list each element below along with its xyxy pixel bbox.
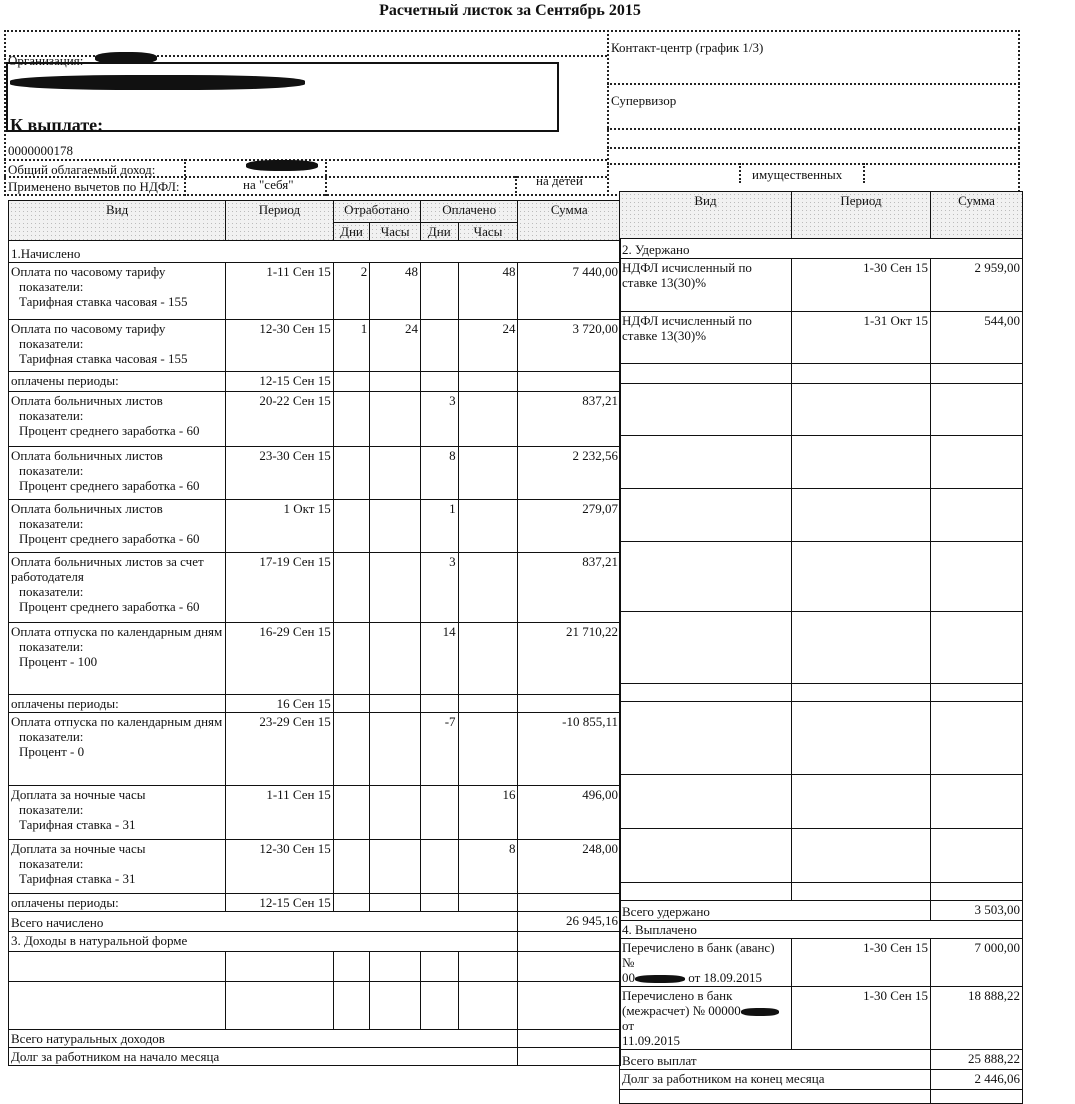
row-worked-hours: 24 — [370, 320, 421, 372]
row-kind: Перечислено в банк (аванс) № — [622, 940, 775, 970]
col-worked: Отработано — [333, 201, 420, 223]
paid-total-label: Всего выплат — [620, 1050, 931, 1070]
header-line — [325, 159, 327, 196]
row-kind: Доплата за ночные часы — [11, 841, 146, 856]
row-sum: 248,00 — [518, 840, 621, 894]
row-sum: 544,00 — [931, 312, 1023, 364]
header-divider — [607, 30, 609, 196]
withheld-total-label: Всего удержано — [620, 901, 931, 921]
row-sub: показатели: — [19, 856, 84, 871]
row-sub: показатели: — [19, 584, 84, 599]
row-period: 16-29 Сен 15 — [226, 623, 334, 695]
row-sum: 7 000,00 — [931, 939, 1023, 987]
accrued-total: 26 945,16 — [518, 912, 621, 932]
row-period: 1-30 Сен 15 — [792, 939, 931, 987]
table-row — [9, 713, 621, 786]
header-line — [607, 83, 1020, 85]
col-kind-right: Вид — [620, 192, 792, 239]
withheld-total: 3 503,00 — [931, 901, 1023, 921]
in-kind-total-label: Всего натуральных доходов — [9, 1030, 518, 1048]
row-sum: 279,07 — [518, 500, 621, 553]
row-kind: НДФЛ исчисленный по ставке 13(30)% — [620, 259, 792, 312]
table-row — [9, 447, 621, 500]
col-worked-hours: Часы — [370, 223, 421, 241]
col-worked-days: Дни — [333, 223, 370, 241]
row-sub: показатели: — [19, 336, 84, 351]
table-row — [620, 987, 1023, 1050]
withheld-total-row — [620, 901, 1023, 921]
row-kind-date: от 18.09.2015 — [688, 970, 763, 985]
row-period: 12-15 Сен 15 — [226, 894, 334, 912]
row-sum: 837,21 — [518, 392, 621, 447]
row-sub: показатели: — [19, 279, 84, 294]
deduction-children: на детей — [536, 173, 583, 188]
row-period: 1-11 Сен 15 — [226, 786, 334, 840]
row-worked-days: 2 — [333, 263, 370, 320]
document-title: Расчетный листок за Сентябрь 2015 — [379, 2, 641, 19]
row-paid-hours: 24 — [458, 320, 518, 372]
row-sub: показатели: — [19, 516, 84, 531]
row-sub: Процент среднего заработка - 60 — [19, 478, 200, 493]
row-paid-days: 3 — [421, 553, 459, 623]
row-sub: Тарифная ставка часовая - 155 — [19, 294, 188, 309]
row-period: 1-11 Сен 15 — [226, 263, 334, 320]
col-paid-days: Дни — [421, 223, 459, 241]
debt-end-label: Долг за работником на конец месяца — [620, 1070, 931, 1090]
row-kind: Оплата по часовому тарифу — [11, 321, 166, 336]
row-sum: -10 855,11 — [518, 713, 621, 786]
row-sub: показатели: — [19, 463, 84, 478]
position: Супервизор — [611, 93, 677, 108]
section-withheld-title: 2. Удержано — [620, 239, 1023, 259]
redacted-taxable-income — [246, 160, 318, 171]
table-row — [9, 982, 621, 1030]
row-sum: 18 888,22 — [931, 987, 1023, 1050]
row-sub: показатели: — [19, 802, 84, 817]
employee-number: 0000000178 — [8, 143, 73, 158]
table-row — [620, 312, 1023, 364]
row-sum: 7 440,00 — [518, 263, 621, 320]
table-row — [9, 372, 621, 392]
row-sub: Тарифная ставка - 31 — [19, 817, 136, 832]
row-kind-number: (межрасчет) № 00000 — [622, 1003, 741, 1018]
row-paid-hours: 48 — [458, 263, 518, 320]
row-period: 1 Окт 15 — [226, 500, 334, 553]
row-sub: показатели: — [19, 729, 84, 744]
row-paid-days: 1 — [421, 500, 459, 553]
row-kind: Перечислено в банк — [622, 988, 733, 1003]
redacted-number — [635, 975, 685, 983]
debt-end: 2 446,06 — [931, 1070, 1023, 1090]
section-accrued-title: 1.Начислено — [9, 241, 621, 263]
col-paid: Оплачено — [421, 201, 518, 223]
redacted-number — [741, 1008, 779, 1016]
row-period: 23-29 Сен 15 — [226, 713, 334, 786]
table-row — [620, 259, 1023, 312]
row-kind: Оплата больничных листов — [11, 501, 163, 516]
row-sub: Тарифная ставка - 31 — [19, 871, 136, 886]
col-paid-hours: Часы — [458, 223, 518, 241]
row-period: 12-30 Сен 15 — [226, 320, 334, 372]
table-row — [9, 320, 621, 372]
table-row — [9, 392, 621, 447]
table-row — [9, 840, 621, 894]
row-kind: оплачены периоды: — [9, 372, 226, 392]
header-line — [863, 163, 865, 183]
table-row — [9, 263, 621, 320]
row-sub: показатели: — [19, 408, 84, 423]
col-sum-right: Сумма — [931, 192, 1023, 239]
row-paid-hours: 8 — [458, 840, 518, 894]
row-period: 17-19 Сен 15 — [226, 553, 334, 623]
taxable-income-label: Общий облагаемый доход: — [8, 162, 156, 177]
accrued-total-row — [9, 912, 621, 932]
col-period-right: Период — [792, 192, 931, 239]
row-paid-days: 8 — [421, 447, 459, 500]
table-row — [620, 939, 1023, 987]
row-worked-days: 1 — [333, 320, 370, 372]
row-paid-days — [421, 320, 459, 372]
header-line — [739, 163, 741, 183]
department: Контакт-центр (график 1/3) — [611, 40, 764, 55]
row-kind: НДФЛ исчисленный по ставке 13(30)% — [620, 312, 792, 364]
section-paid-title: 4. Выплачено — [620, 921, 1023, 939]
row-period: 1-30 Сен 15 — [792, 987, 931, 1050]
to-pay-label: К выплате: — [10, 115, 104, 135]
debt-end-row — [620, 1070, 1023, 1090]
section-in-kind-title: 3. Доходы в натуральной форме — [9, 932, 518, 952]
header-line — [607, 128, 1020, 130]
row-sum: 21 710,22 — [518, 623, 621, 695]
deduction-property: имущественных — [752, 167, 843, 182]
row-period: 20-22 Сен 15 — [226, 392, 334, 447]
row-paid-days: 3 — [421, 392, 459, 447]
row-paid-days: 14 — [421, 623, 459, 695]
deduction-self: на "себя" — [243, 177, 294, 192]
row-kind: оплачены периоды: — [9, 695, 226, 713]
withheld-table — [619, 191, 1023, 1104]
row-sub: Процент - 100 — [19, 654, 98, 669]
table-row — [9, 894, 621, 912]
row-sub: Тарифная ставка часовая - 155 — [19, 351, 188, 366]
row-period: 1-31 Окт 15 — [792, 312, 931, 364]
row-kind-from: от — [622, 1018, 635, 1033]
row-sub: Процент среднего заработка - 60 — [19, 599, 200, 614]
row-period: 12-30 Сен 15 — [226, 840, 334, 894]
paid-total: 25 888,22 — [931, 1050, 1023, 1070]
row-kind-date: 11.09.2015 — [622, 1033, 681, 1048]
row-period: 12-15 Сен 15 — [226, 372, 334, 392]
redacted-employee-name — [10, 75, 305, 90]
table-row — [9, 623, 621, 695]
row-sub: Процент среднего заработка - 60 — [19, 531, 200, 546]
header-line — [607, 147, 1020, 149]
table-row — [9, 952, 621, 982]
row-sum: 496,00 — [518, 786, 621, 840]
row-sub: Процент среднего заработка - 60 — [19, 423, 200, 438]
header-line — [607, 163, 1020, 165]
row-kind: Оплата больничных листов — [11, 393, 163, 408]
row-sum: 3 720,00 — [518, 320, 621, 372]
header-line — [184, 159, 186, 196]
row-sub: показатели: — [19, 639, 84, 654]
debt-start-label: Долг за работником на начало месяца — [9, 1048, 518, 1066]
paid-total-row — [620, 1050, 1023, 1070]
organization-label: Организация: — [8, 53, 84, 68]
row-period: 16 Сен 15 — [226, 695, 334, 713]
row-sum: 2 959,00 — [931, 259, 1023, 312]
table-row — [9, 695, 621, 713]
row-period: 23-30 Сен 15 — [226, 447, 334, 500]
row-sub: Процент - 0 — [19, 744, 85, 759]
row-kind: Оплата больничных листов за счет работодателя — [11, 554, 204, 584]
col-kind: Вид — [9, 201, 226, 241]
row-paid-days: -7 — [421, 713, 459, 786]
row-paid-hours: 16 — [458, 786, 518, 840]
table-row — [9, 786, 621, 840]
accrued-table — [8, 200, 621, 1066]
row-kind: Доплата за ночные часы — [11, 787, 146, 802]
row-paid-days — [421, 263, 459, 320]
row-period: 1-30 Сен 15 — [792, 259, 931, 312]
row-kind: Оплата по часовому тарифу — [11, 264, 166, 279]
accrued-total-label: Всего начислено — [9, 912, 518, 932]
col-period: Период — [226, 201, 334, 241]
table-row — [9, 553, 621, 623]
deductions-label: Применено вычетов по НДФЛ: — [8, 179, 180, 194]
header-line — [515, 176, 517, 196]
table-row — [9, 500, 621, 553]
row-worked-hours: 48 — [370, 263, 421, 320]
row-kind: Оплата отпуска по календарным дням — [11, 624, 223, 639]
row-sum: 2 232,56 — [518, 447, 621, 500]
col-sum: Сумма — [518, 201, 621, 241]
row-kind: Оплата больничных листов — [11, 448, 163, 463]
row-kind: Оплата отпуска по календарным дням — [11, 714, 223, 729]
row-kind: оплачены периоды: — [9, 894, 226, 912]
row-kind-number: 00 — [622, 970, 635, 985]
row-sum: 837,21 — [518, 553, 621, 623]
